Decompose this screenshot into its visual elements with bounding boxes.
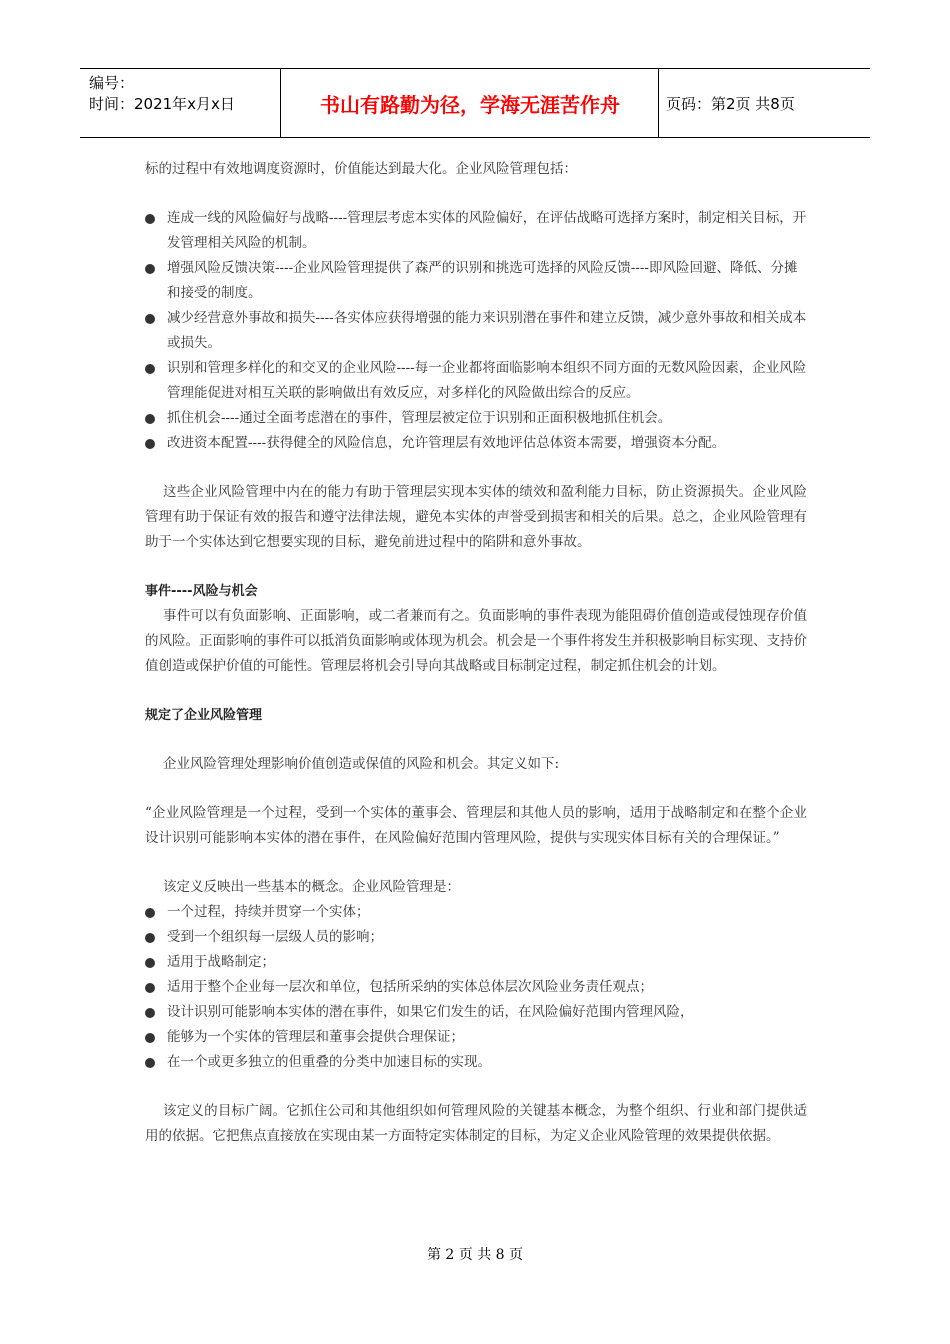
bullet-icon <box>145 1033 155 1043</box>
header-page-label: 页码：第2页 共8页 <box>666 94 795 113</box>
header-meta <box>89 73 235 115</box>
page-header <box>80 68 870 138</box>
bullet-icon <box>145 933 155 943</box>
list-item: 设计识别可能影响本实体的潜在事件，如果它们发生的话，在风险偏好范围内管理风险， <box>161 1000 807 1025</box>
list-item: 适用于战略制定； <box>161 950 807 975</box>
bullet-icon <box>145 958 155 968</box>
bullet-icon <box>145 1008 155 1018</box>
list-item: 能够为一个实体的管理层和董事会提供合理保证； <box>161 1025 807 1050</box>
bullet-icon <box>145 908 155 918</box>
page-footer: 第 2 页 共 8 页 <box>426 1247 524 1263</box>
document-code-label: 编号： <box>89 74 135 92</box>
list-item: 识别和管理多样化的和交叉的企业风险----每一企业都将面临影响本组织不同方面的无数风险因素，企业风险管理能促进对相互关联的影响做出有效反应，对多样化的风险做出综合的反应。 <box>145 356 807 406</box>
section-heading-defined: 规定了企业风险管理 <box>145 708 263 723</box>
concepts-intro-paragraph: 该定义反映出一些基本的概念。企业风险管理是： <box>163 879 460 895</box>
list-item: 适用于整个企业每一层次和单位，包括所采纳的实体总体层次风险业务责任观点； <box>161 975 807 1000</box>
document-time-label: 时间：2021年x月x日 <box>89 95 235 113</box>
bullet-icon <box>145 314 155 324</box>
list-item: 改进资本配置----获得健全的风险信息，允许管理层有效地评估总体资本需要，增强资本分配。 <box>145 431 807 456</box>
list-item: 增强风险反馈决策----企业风险管理提供了森严的识别和挑选可选择的风险反馈----即风险回避、降低、分摊和接受的制度。 <box>145 256 807 306</box>
list-item: 受到一个组织每一层级人员的影响； <box>161 925 807 950</box>
definition-quote: “企业风险管理是一个过程，受到一个实体的董事会、管理层和其他人员的影响，适用于战略制定和在整个企业设计识别可能影响本实体的潜在事件，在风险偏好范围内管理风险，提供与实现实体目标有关的合理保证。” <box>145 805 807 846</box>
intro-paragraph: 标的过程中有效地调度资源时，价值能达到最大化。企业风险管理包括： <box>145 161 577 177</box>
list-item: 抓住机会----通过全面考虑潜在的事件，管理层被定位于识别和正面积极地抓住机会。 <box>145 406 807 431</box>
bullet-icon <box>145 364 155 374</box>
bullet-icon <box>145 414 155 424</box>
events-paragraph: 事件可以有负面影响、正面影响，或二者兼而有之。负面影响的事件表现为能阻碍价值创造或侵蚀现存价值的风险。正面影响的事件可以抵消负面影响或体现为机会。机会是一个事件将发生并积极影响目标实现、支持价值创造或保护价值的可能性。管理层将机会引导向其战略或目标制定过程，制定抓住机会的计划。 <box>145 608 807 674</box>
bullet-icon <box>145 1058 155 1068</box>
bullet-icon <box>145 983 155 993</box>
bullet-icon <box>145 264 155 274</box>
list-item: 减少经营意外事故和损失----各实体应获得增强的能力来识别潜在事件和建立反馈，减少意外事故和相关成本或损失。 <box>145 306 807 356</box>
definition-intro-paragraph: 企业风险管理处理影响价值创造或保值的风险和机会。其定义如下: <box>163 756 560 772</box>
document-body <box>145 157 807 1149</box>
list-item: 在一个或更多独立的但重叠的分类中加速目标的实现。 <box>161 1050 807 1075</box>
benefits-paragraph: 这些企业风险管理中内在的能力有助于管理层实现本实体的绩效和盈利能力目标，防止资源损失。企业风险管理有助于保证有效的报告和遵守法律法规，避免本实体的声誉受到损害和相关的后果。总之，企业风险管理有助于一个实体达到它想要实现的目标，避免前进过程中的陷阱和意外事故。 <box>145 484 807 550</box>
header-motto: 书山有路勤为径，学海无涯苦作舟 <box>320 92 620 117</box>
list-item: 一个过程，持续并贯穿一个实体； <box>161 900 807 925</box>
bullet-icon <box>145 439 155 449</box>
scope-paragraph: 该定义的目标广阔。它抓住公司和其他组织如何管理风险的关键基本概念，为整个组织、行业和部门提供适用的依据。它把焦点直接放在实现由某一方面特定实体制定的目标，为定义企业风险管理的效果提供依据。 <box>145 1103 807 1144</box>
bullet-icon <box>145 214 155 224</box>
section-heading-events: 事件----风险与机会 <box>145 584 258 599</box>
list-item: 连成一线的风险偏好与战略----管理层考虑本实体的风险偏好，在评估战略可选择方案时，制定相关目标，开发管理相关风险的机制。 <box>145 206 807 256</box>
